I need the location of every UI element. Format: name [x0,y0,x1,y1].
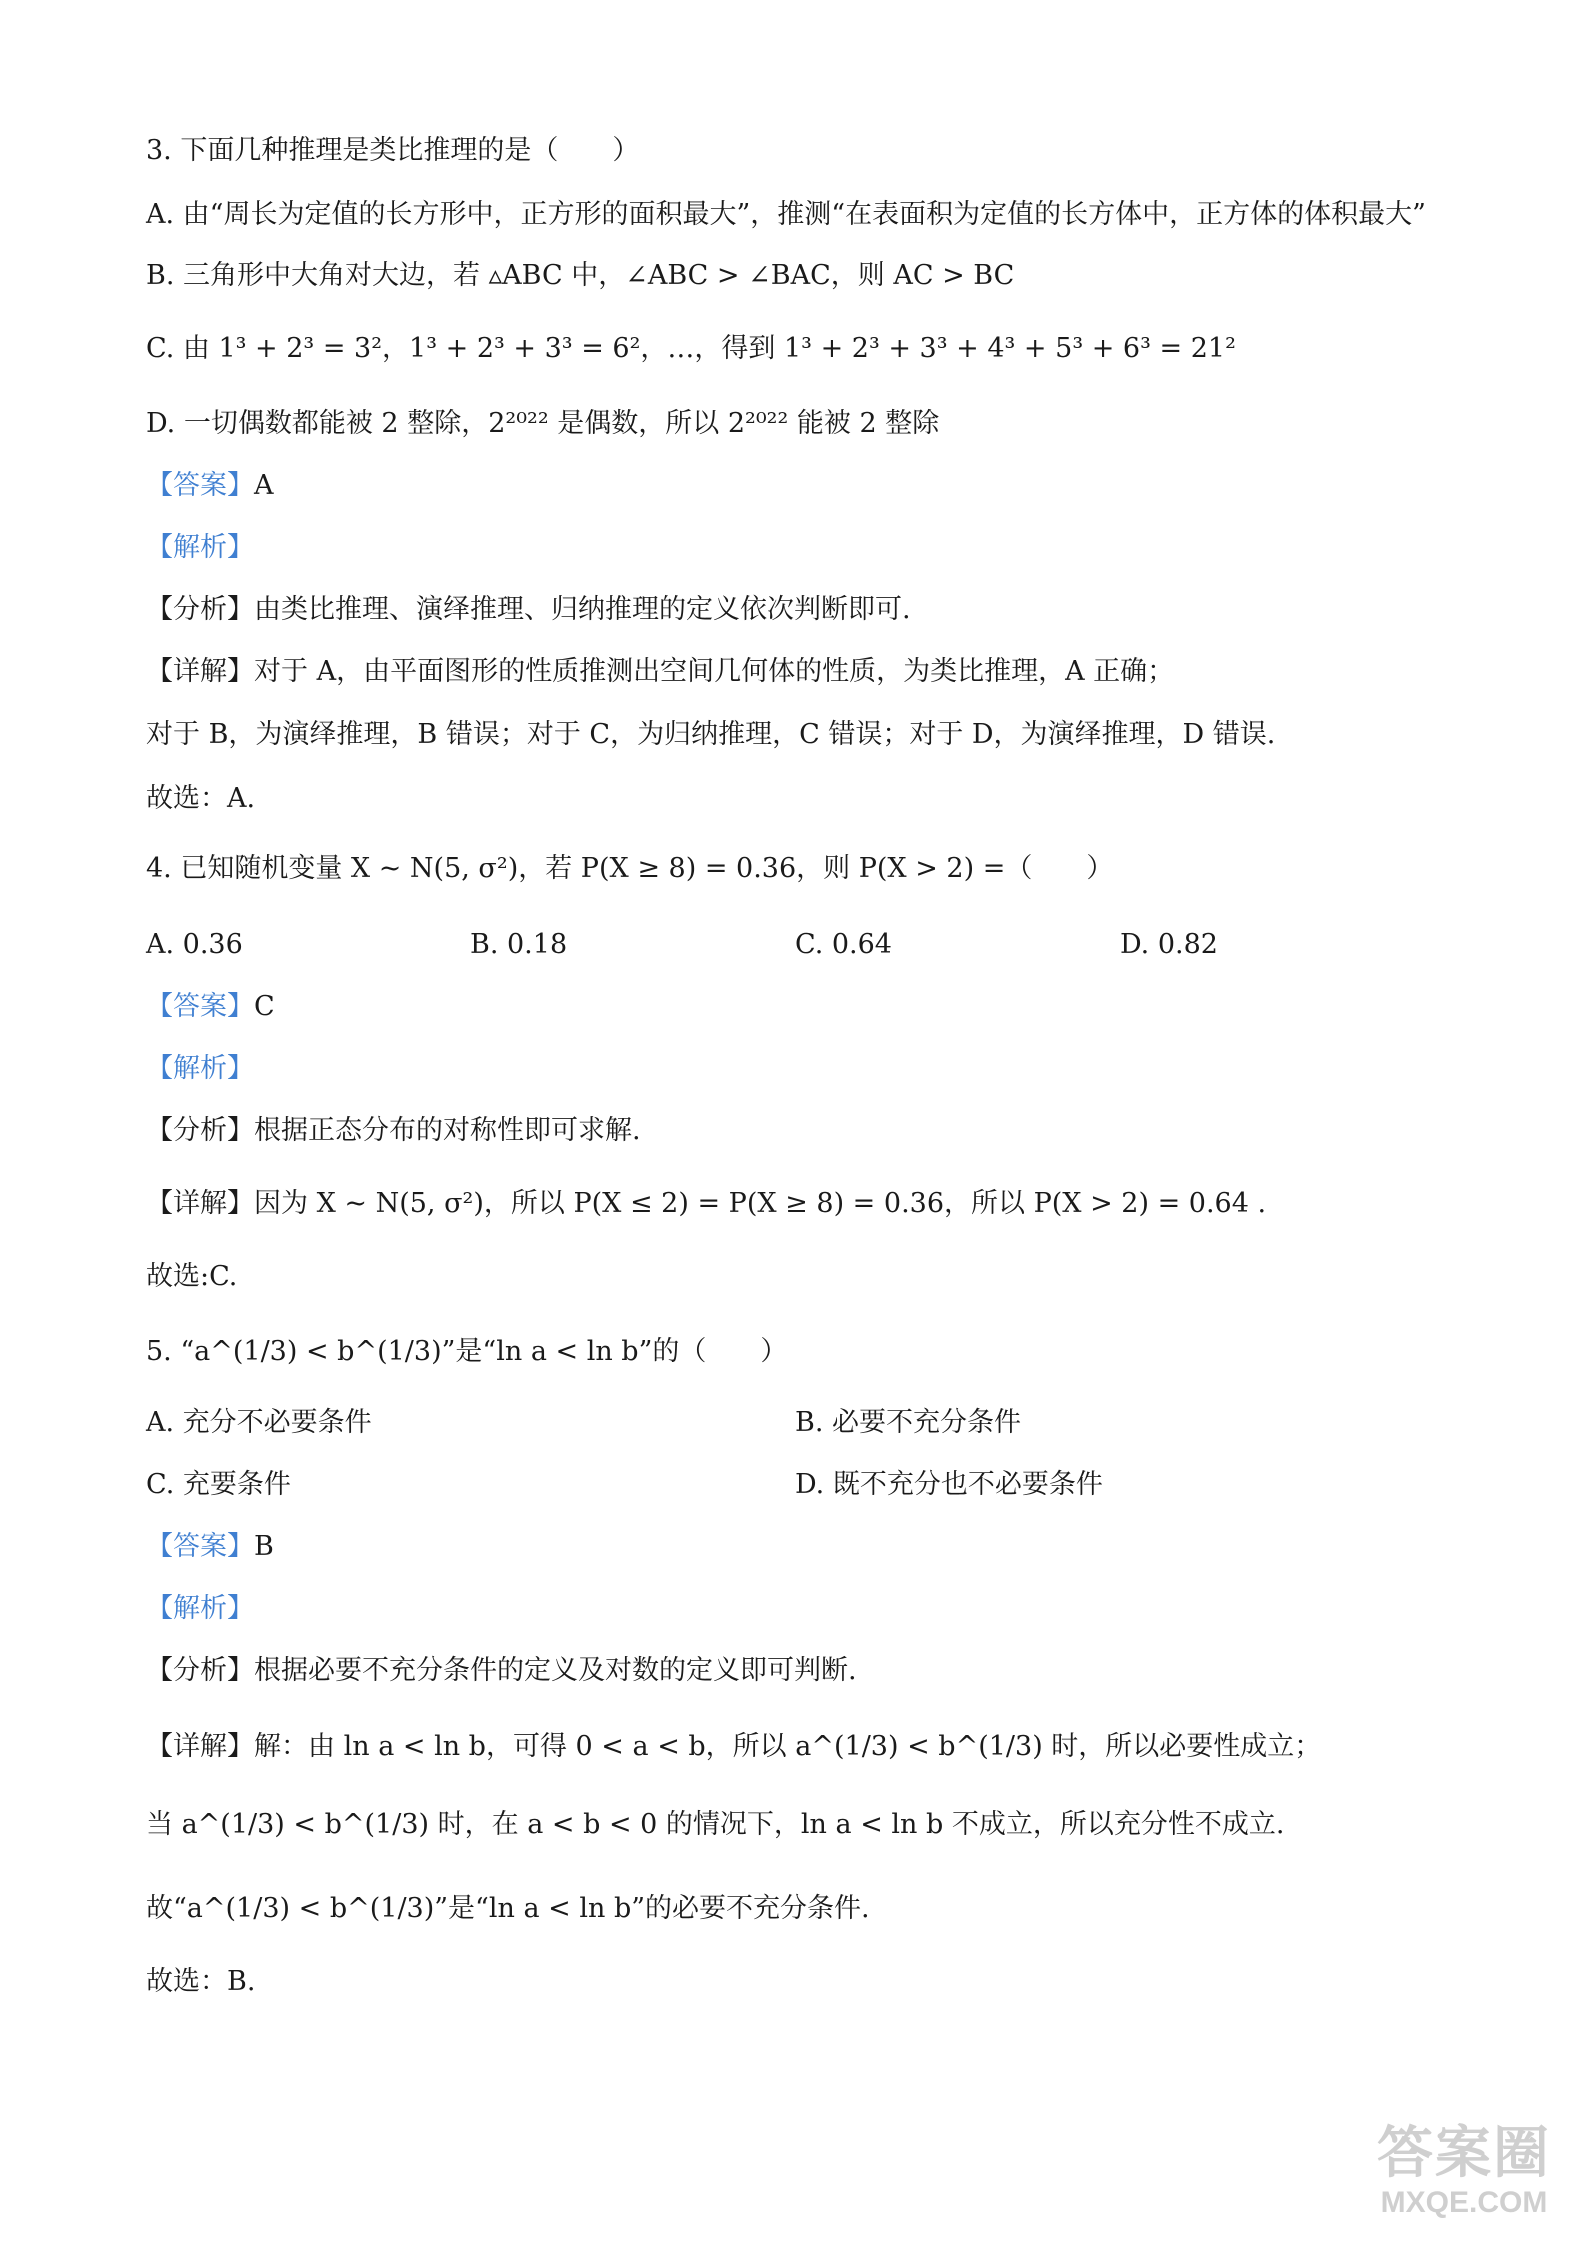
q5-xiangjie-2: 当 a^(1/3) < b^(1/3) 时，在 a < b < 0 的情况下，ln a < ln b 不成立，所以充分性不成立. [146,1809,1285,1840]
q3-option-d: D. 一切偶数都能被 2 整除，2²⁰²² 是偶数，所以 2²⁰²² 能被 2 整除 [146,408,940,439]
xiangjie-tag: 【详解】 [146,1188,254,1219]
q4-option-c: C. 0.64 [795,929,892,960]
xiangjie-tag: 【详解】 [146,656,254,687]
fenxi-text: 根据正态分布的对称性即可求解. [254,1115,641,1146]
q4-analysis-tag [146,1050,254,1088]
q5-stem: 5. “a^(1/3) < b^(1/3)”是“ln a < ln b”的（ ） [146,1336,788,1367]
watermark-text: 答案圈 [1377,2121,1551,2184]
q3-option-a: A. 由“周长为定值的长方形中，正方形的面积最大”，推测“在表面积为定值的长方体中，正方体的体积最大” [146,199,1426,230]
q4-stem: 4. 已知随机变量 X ~ N(5, σ²)，若 P(X ≥ 8) = 0.36，则 P(X > 2) =（ ） [146,853,1114,884]
q3-option-b: B. 三角形中大角对大边，若 ▵ABC 中，∠ABC > ∠BAC，则 AC > BC [146,260,1015,291]
q5-choose: 故选：B. [146,1966,256,1997]
answer-value: B [254,1531,274,1562]
q3-answer [146,467,274,505]
q3-stem: 3. 下面几种推理是类比推理的是（ ） [146,135,640,166]
watermark-url: MXQE.COM [1380,2186,1548,2219]
xiangjie-tag: 【详解】 [146,1731,254,1762]
q4-fenxi [146,1112,641,1150]
analysis-tag: 【解析】 [146,1593,254,1624]
q3-xiangjie-2: 对于 B，为演绎推理，B 错误；对于 C，为归纳推理，C 错误；对于 D，为演绎推理，D 错误. [146,719,1276,750]
xiangjie-text: 对于 A，由平面图形的性质推测出空间几何体的性质，为类比推理，A 正确； [254,656,1175,687]
fenxi-tag: 【分析】 [146,1655,254,1686]
q3-option-c: C. 由 1³ + 2³ = 3²，1³ + 2³ + 3³ = 6²，…，得到 1³ + 2³ + 3³ + 4³ + 5³ + 6³ = 21² [146,333,1236,364]
analysis-tag: 【解析】 [146,1053,254,1084]
q5-option-d: D. 既不充分也不必要条件 [795,1469,1103,1500]
analysis-tag: 【解析】 [146,532,254,563]
q4-option-b: B. 0.18 [470,929,568,960]
q3-choose: 故选：A. [146,783,256,814]
q4-choose: 故选:C. [146,1261,238,1292]
q5-xiangjie-3: 故“a^(1/3) < b^(1/3)”是“ln a < ln b”的必要不充分条件. [146,1893,870,1924]
answer-tag: 【答案】 [146,470,254,501]
xiangjie-text: 因为 X ~ N(5, σ²)，所以 P(X ≤ 2) = P(X ≥ 8) = 0.36，所以 P(X > 2) = 0.64 . [254,1188,1267,1219]
q3-analysis-tag [146,529,254,567]
q4-option-d: D. 0.82 [1120,929,1218,960]
q4-option-a: A. 0.36 [146,929,243,960]
answer-tag: 【答案】 [146,1531,254,1562]
answer-value: A [254,470,274,501]
q5-option-a: A. 充分不必要条件 [146,1407,372,1438]
xiangjie-text: 解：由 ln a < ln b，可得 0 < a < b，所以 a^(1/3) < b^(1/3) 时，所以必要性成立； [254,1731,1322,1762]
fenxi-text: 由类比推理、演绎推理、归纳推理的定义依次判断即可. [254,594,911,625]
q5-analysis-tag [146,1590,254,1628]
q3-fenxi [146,591,911,629]
answer-tag: 【答案】 [146,991,254,1022]
answer-value: C [254,991,275,1022]
q5-option-b: B. 必要不充分条件 [795,1407,1022,1438]
fenxi-text: 根据必要不充分条件的定义及对数的定义即可判断. [254,1655,857,1686]
q3-xiangjie-1 [146,653,1174,691]
fenxi-tag: 【分析】 [146,1115,254,1146]
q4-answer [146,988,275,1026]
q5-option-c: C. 充要条件 [146,1469,291,1500]
q5-fenxi [146,1652,857,1690]
watermark-logo [1359,2123,1569,2233]
q4-xiangjie [146,1185,1266,1223]
q5-answer [146,1528,274,1566]
q5-xiangjie-1 [146,1728,1321,1766]
fenxi-tag: 【分析】 [146,594,254,625]
